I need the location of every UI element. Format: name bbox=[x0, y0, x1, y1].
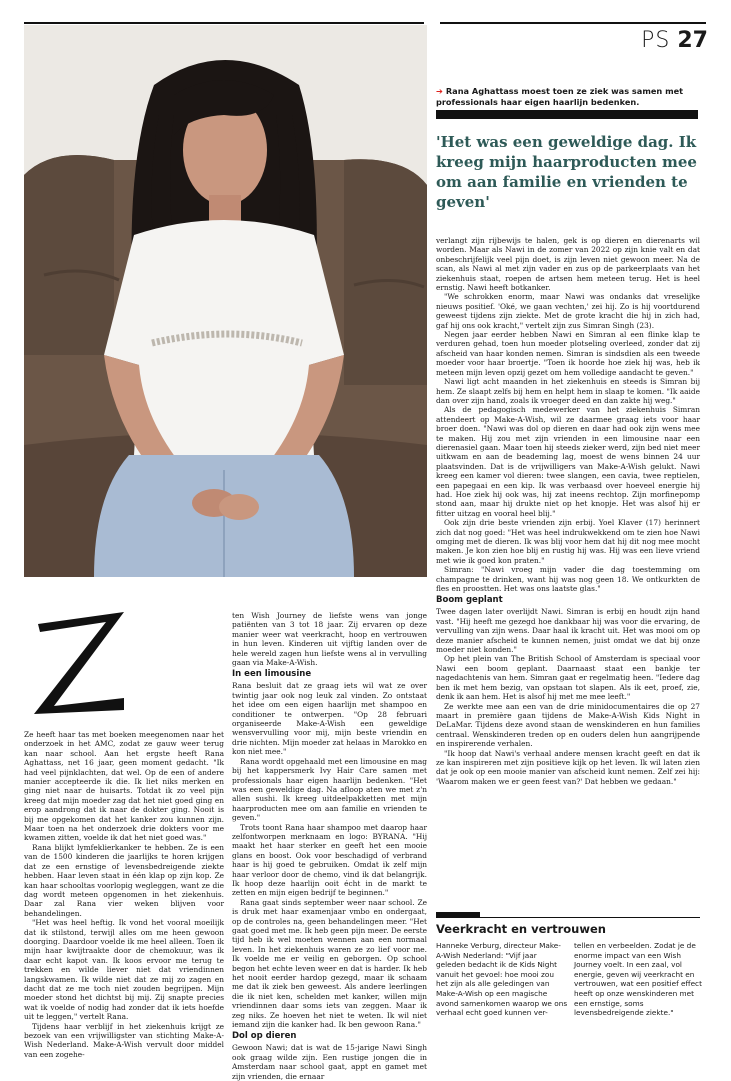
quote-bar bbox=[436, 110, 698, 119]
col2-paragraph: Rana gaat sinds september weer naar school. Ze is druk met haar examenjaar vmbo en ondergaat, op de controles na, geen behandelingen meer. "Het gaat goed met me. Ik heb geen pijn meer. De eerste tijd heb ik wel moeten wennen aan een normaal leven. In het ziekenhuis waren ze zo lief voor me. Ik voelde me er veilig en geborgen. Op school begon het echte leven weer en dat is harder. Ik heb het nooit eerder hardop gezegd, maar ik schaam me dat ik ziek ben geweest. Als andere leerlingen die ik niet ken, schelden met kanker, willen mijn vriendinnen daar soms iets van zeggen. Maar ik zeg niks. Ze hoeven het niet te weten. Ik wil niet iemand zijn die kanker had. Ik ben gewoon Rana." bbox=[232, 897, 427, 1030]
caption-text: Rana Aghattass moest toen ze ziek was samen met professionals haar eigen haarlijn bedenken. bbox=[436, 86, 684, 107]
col3-paragraph: Als de pedagogisch medewerker van het ziekenhuis Simran attendeert op Make-A-Wish, wil ze daarmee graag iets voor haar broer doen. "Nawi was dol op dieren en daar had ook zijn wens mee te maken. Hij zou met zijn vrienden in een limousine naar een dierenasiel gaan. Maar toen hij steeds zieker werd, zijn bed niet meer uitkwam en aan de beademing lag, moest de wens binnen 24 uur plaatsvinden. Dat is de vrijwilligers van Make-A-Wish gelukt. Nawi kreeg een kamer vol dieren: twee slangen, een cavia, twee reptielen, een papegaai en een kip. Ik was verbaasd over hoeveel energie hij had. Hoe ziek hij ook was, hij zat ineens rechtop. Zijn morfinepomp stond aan, maar hij drukte niet op het knopje. Het was alsof hij er fitter uitzag en vooral heel blij." bbox=[436, 405, 700, 518]
col2-paragraph: Trots toont Rana haar shampoo met daarop haar zelfontworpen merknaam en logo: BYRANA. "Hij maakt het haar sterker en geeft het een mooie glans en boost. Ook voor beschadigd of verbrand haar is hij goed te gebruiken. Omdat ik zelf mijn haar verloor door de chemo, vind ik dat belangrijk. Ik hoop deze haarlijn ooit écht in de markt te zetten en mijn eigen bedrijf te beginnen." bbox=[232, 822, 427, 898]
col3-paragraph: Ze werkte mee aan een van de drie minidocumentaires die op 27 maart in première gaan tijdens de Make-A-Wish Kids Night in DeLaMar. Tijdens deze avond staan de wenskinderen en hun families centraal. Wenskinderen treden op en ouders delen hun aangrijpende en inspirerende verhalen. bbox=[436, 701, 700, 749]
box-rule bbox=[436, 917, 700, 918]
subheading-boom: Boom geplant bbox=[436, 595, 503, 606]
box-title: Veerkracht en vertrouwen bbox=[436, 922, 606, 936]
col1-paragraph: "Het was heel heftig. Ik vond het vooral moeilijk dat ik stilstond, terwijl alles om me heen gewoon doorging. Daardoor voelde ik me heel alleen. Toen ik mijn haar kwijtraakte door de chemokuur, was ik daar echt kapot van. Ik koos ervoor me terug te trekken en wilde liever niet dat vriendinnen langskwamen. Ik wilde niet dat ze mij zo zagen en dacht dat ze me toch niet zouden begrijpen. Mijn moeder stond het dichtst bij mij. Zij snapte precies wat ik voelde of nodig had zonder dat ik iets hoefde uit te leggen," vertelt Rana. bbox=[24, 918, 224, 1022]
col2-paragraph: Rana besluit dat ze graag iets wil wat ze over twintig jaar ook nog leuk zal vinden. Zo ontstaat het idee om een eigen haarlijn met shampoo en conditioner te ontwerpen. "Op 28 februari organiseerde Make-A-Wish een geweldige wensvervulling voor mij, mijn beste vriendin en drie nichten. Mijn moeder zat helaas in Marokko en kon niet mee." bbox=[232, 681, 427, 757]
col3-paragraph: Op het plein van The British School of Amsterdam is speciaal voor Nawi een boom geplant. Daarnaast staat een bankje ter nagedachtenis van hem. Simran gaat er regelmatig heen. "Iedere dag ben ik met hem bezig, van opstaan tot slapen. Als ik eet, proef, zie, denk ik aan hem. Het is alsof hij met me mee leeft." bbox=[436, 654, 700, 702]
col1-paragraph: Ze heeft haar tas met boeken meegenomen naar het onderzoek in het AMC, zodat ze gauw weer terug kan naar school. Aan het ergste heeft Rana Aghattass, net 16 jaar, geen moment gedacht. "Ik had veel pijnklachten, dat wel. Op de een of andere manier accepteerde ik die. Ik liet niks merken en ging niet naar de huisarts. Totdat ik zo veel pijn kreeg dat mijn moeder zag dat het niet goed ging en erop aandrong dat ik naar de dokter ging. Nooit is bij me opgekomen dat het kanker zou kunnen zijn. Maar toen na het onderzoek drie dokters voor me kwamen zitten, voelde ik dat het niet goed was." bbox=[24, 730, 224, 843]
col2-intro: ten Wish Journey de liefste wens van jonge patiënten van 3 tot 18 jaar. Zij ervaren op deze manier weer wat veerkracht, hoop en vertrouwen in hun leven. Kinderen uit vijftig landen over de hele wereld zagen hun liefste wens al in vervulling gaan via Make-A-Wish. bbox=[232, 611, 427, 668]
column-3 bbox=[436, 236, 700, 876]
pull-quote: 'Het was een geweldige dag. Ik kreeg mijn haarproducten mee om aan familie en vrienden te geven' bbox=[436, 133, 697, 211]
column-2 bbox=[232, 611, 427, 1081]
portrait-illustration bbox=[24, 25, 427, 577]
subheading-dieren: Dol op dieren bbox=[232, 1031, 297, 1042]
portrait-photo bbox=[24, 25, 427, 577]
col2-paragraph: Rana wordt opgehaald met een limousine en mag bij het kappersmerk Ivy Hair Care samen met professionals haar eigen haarlijn bedenken. "Het was een geweldige dag. Na afloop aten we met z'n allen sushi. Ik kreeg uitdeelpakketten met mijn haarproducten mee om aan familie en vrienden te geven." bbox=[232, 756, 427, 823]
column-1 bbox=[24, 730, 224, 1059]
page-header bbox=[560, 28, 708, 54]
subheading-limousine: In een limousine bbox=[232, 669, 312, 680]
drop-cap-z bbox=[20, 602, 140, 722]
top-rule-right bbox=[440, 22, 706, 24]
col1-paragraph: Rana blijkt lymfeklierkanker te hebben. Ze is een van de 1500 kinderen die jaarlijks te horen krijgen dat ze een ernstige of levensbedreigende ziekte hebben. Haar leven staat in één klap op zijn kop. Ze kan haar schooltas voorlopig wegleggen, want ze die dag wordt meteen opgenomen in het ziekenhuis. Daar zal Rana vier weken blijven voor behandelingen. bbox=[24, 842, 224, 918]
col3-paragraph: Ook zijn drie beste vrienden zijn erbij. Yoel Klaver (17) herinnert zich dat nog goed: "Het was heel indrukwekkend om te zien hoe Nawi omging met de dieren. Ik was blij voor hem dat hij dit nog mee mocht maken. Je kon zien hoe blij en rustig hij was. Hij was een lieve vriend met wie ik goed kon praten." bbox=[436, 518, 700, 565]
photo-caption bbox=[436, 86, 698, 108]
col3-paragraph: "We schrokken enorm, maar Nawi was ondanks dat vreselijke nieuws positief. 'Oké, we gaan vechten,' zei hij. Zo is hij voortdurend geweest tijdens zijn ziekte. Met de grote kracht die hij in zich had, gaf hij ons ook kracht," vertelt zijn zus Simran Singh (23). bbox=[436, 292, 700, 330]
box-column-1: Hanneke Verburg, directeur Make-A-Wish Nederland: "Vijf jaar geleden bedacht ik de Kids Night vanuit het gevoel: hoe mooi zou het zijn als alle geledingen van Make-A-Wish op een magische avond samenkomen waarop we ons verhaal echt goed kunnen ver- bbox=[436, 941, 568, 1018]
page-number: 27 bbox=[677, 28, 708, 53]
col3-paragraph: Simran: "Nawi vroeg mijn vader die dag toestemming om champagne te drinken, want hij was nog geen 18. We ontkurkten de fles en proostten. Het was ons laatste glas." bbox=[436, 565, 700, 594]
arrow-icon: ➔ bbox=[436, 86, 443, 96]
box-column-2: tellen en verbeelden. Zodat je de enorme impact van een Wish Journey voelt. In een zaal, vol energie, geven wij veerkracht en vertrouwen, wat een positief effect heeft op onze wenskinderen met een ernstige, soms levensbedreigende ziekte." bbox=[574, 941, 702, 1018]
col1-paragraph: Tijdens haar verblijf in het ziekenhuis krijgt ze bezoek van een vrijwilligster van stichting Make-A-Wish Nederland. Make-A-Wish vervult door middel van een zogehe- bbox=[24, 1021, 224, 1059]
col2-paragraph: Gewoon Nawi; dat is wat de 15-jarige Nawi Singh ook graag wilde zijn. Een rustige jongen die in Amsterdam naar school gaat, appt en gamet met zijn vrienden, die ernaar bbox=[232, 1043, 427, 1081]
col3-paragraph: Nawi ligt acht maanden in het ziekenhuis en steeds is Simran bij hem. Ze slaapt zelfs bij hem en helpt hem in slaap te komen. "Ik aaide dan over zijn hand, zoals ik vroeger deed en dan zakte hij weg." bbox=[436, 377, 700, 405]
col3-paragraph: Twee dagen later overlijdt Nawi. Simran is erbij en houdt zijn hand vast. "Hij heeft me gezegd hoe dankbaar hij was voor die ervaring, de vervulling van zijn wens. Daar haal ik kracht uit. Het was mooi om op deze manier afscheid te kunnen nemen, juist omdat we dat bij onze moeder niet konden." bbox=[436, 607, 700, 655]
col3-paragraph: Negen jaar eerder hebben Nawi en Simran al een flinke klap te verduren gehad, toen hun moeder plotseling overleed, zonder dat zij afscheid van haar konden nemen. Simran is sindsdien als een tweede moeder voor haar broertje. "Toen ik hoorde hoe ziek hij was, heb ik meteen mijn leven opzij gezet om hem volledige aandacht te geven." bbox=[436, 330, 700, 377]
col3-paragraph: "Ik hoop dat Nawi's verhaal andere mensen kracht geeft en dat ik ze kan inspireren met zijn positieve kijk op het leven. Ik wil laten zien dat je ook op een mooie manier van afscheid kunt nemen. Zelf zei hij: 'Waarom maken we er geen feest van?' Dat hebben we gedaan." bbox=[436, 748, 700, 786]
section-name: PS bbox=[641, 28, 671, 53]
col3-paragraph: verlangt zijn rijbewijs te halen, gek is op dieren en dierenarts wil worden. Maar als Nawi in de zomer van 2022 op zijn knie valt en dat onbeschrijfelijk veel pijn doet, is zijn leven niet gewoon meer. Na de scan, als Nawi al met zijn vader en zus op de parkeerplaats van het ziekenhuis staat, roepen de artsen hem meteen terug. Het is heel ernstig. Nawi heeft botkanker. bbox=[436, 236, 700, 293]
top-rule-left bbox=[24, 22, 424, 24]
